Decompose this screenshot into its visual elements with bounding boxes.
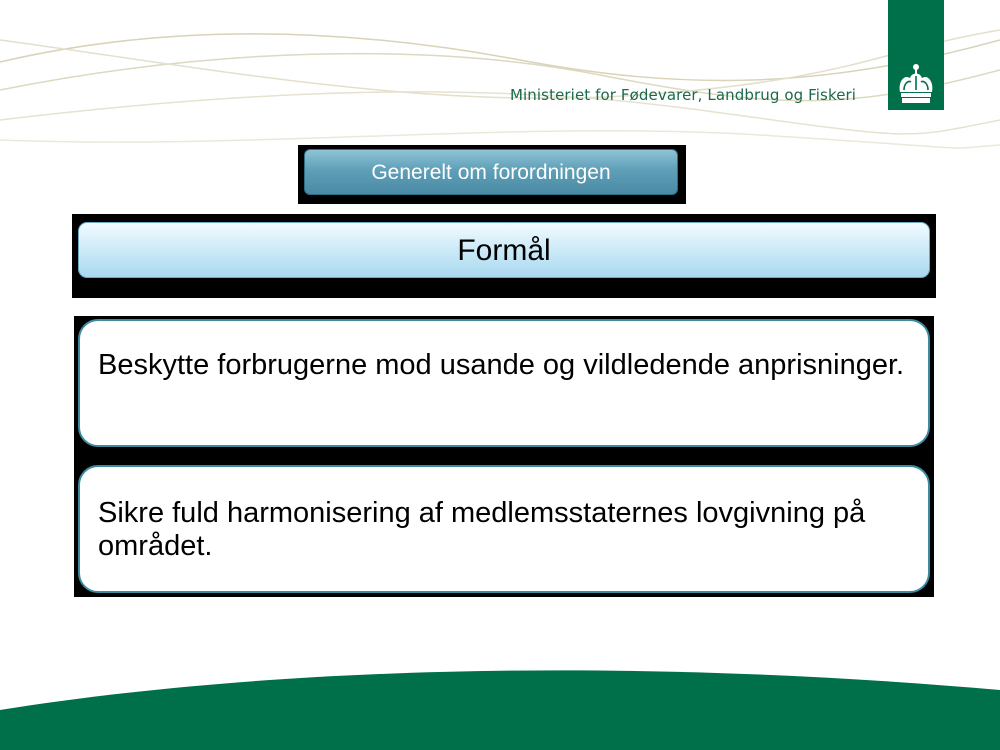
purpose-item-2: Sikre fuld harmonisering af medlemsstaternes lovgivning på området. [78, 465, 930, 593]
slide-title-box [72, 214, 936, 298]
purpose-list [74, 316, 934, 597]
crown-icon [894, 62, 938, 106]
section-header-button[interactable]: Generelt om forordningen [304, 149, 678, 195]
ministry-logo [888, 0, 944, 110]
section-header-box [298, 145, 686, 204]
footer-wave [0, 660, 1000, 750]
slide-title: Formål [78, 222, 930, 278]
ministry-name: Ministeriet for Fødevarer, Landbrug og Fiskeri [510, 86, 857, 104]
purpose-item-1: Beskytte forbrugerne mod usande og vildledende anprisninger. [78, 319, 930, 447]
header-wave-decoration [0, 0, 1000, 160]
